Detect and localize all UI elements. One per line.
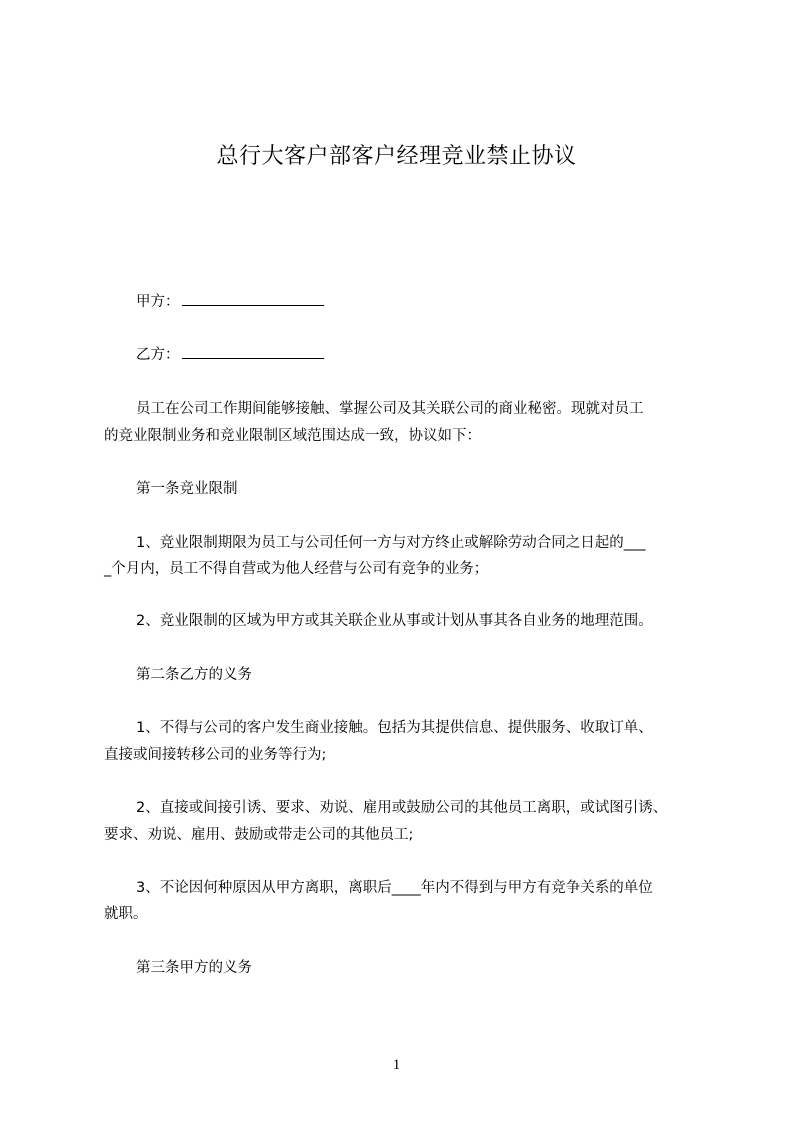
page-number: 1 [392, 1057, 401, 1073]
intro-line-1: 员工在公司工作期间能够接触、掌握公司及其关联公司的商业秘密。现就对员工 [136, 401, 644, 417]
article-2-heading: 第二条乙方的义务 [136, 667, 252, 683]
party-b-line [136, 344, 748, 365]
article-2-item-3-line-2: 就职。 [104, 906, 148, 922]
party-a-label: 甲方： [136, 294, 180, 310]
article-3-heading: 第三条甲方的义务 [136, 960, 252, 976]
intro-line-2: 的竞业限制业务和竞业限制区域范围达成一致，协议如下： [104, 428, 481, 444]
article-2-item-3-line-1: 3、不论因何种原因从甲方离职，离职后____年内不得到与甲方有竞争关系的单位 [136, 880, 653, 896]
party-b-blank [182, 344, 324, 359]
article-1-item-2: 2、竞业限制的区域为甲方或其关联企业从事或计划从事其各自业务的地理范围。 [136, 613, 653, 629]
article-2-item-2-line-2: 要求、劝说、雇用、鼓励或带走公司的其他员工; [104, 827, 414, 843]
article-2-item-1-line-1: 1、不得与公司的客户发生商业接触。包括为其提供信息、提供服务、收取订单、 [136, 720, 653, 736]
article-2-item-2-line-1: 2、直接或间接引诱、要求、劝说、雇用或鼓励公司的其他员工离职，或试图引诱、 [136, 800, 668, 816]
article-1-item-1-line-1: 1、竞业限制期限为员工与公司任何一方与对方终止或解除劳动合同之日起的___ [136, 535, 646, 551]
party-b-label: 乙方： [136, 347, 180, 363]
party-a-line [136, 291, 748, 312]
article-2-item-1-line-2: 直接或间接转移公司的业务等行为; [104, 747, 327, 763]
document-title: 总行大客户部客户经理竞业禁止协议 [216, 144, 577, 169]
article-1-heading: 第一条竞业限制 [136, 481, 238, 497]
article-1-item-1-line-2: _个月内，员工不得自营或为他人经营与公司有竞争的业务； [104, 561, 489, 577]
party-a-blank [182, 291, 324, 306]
